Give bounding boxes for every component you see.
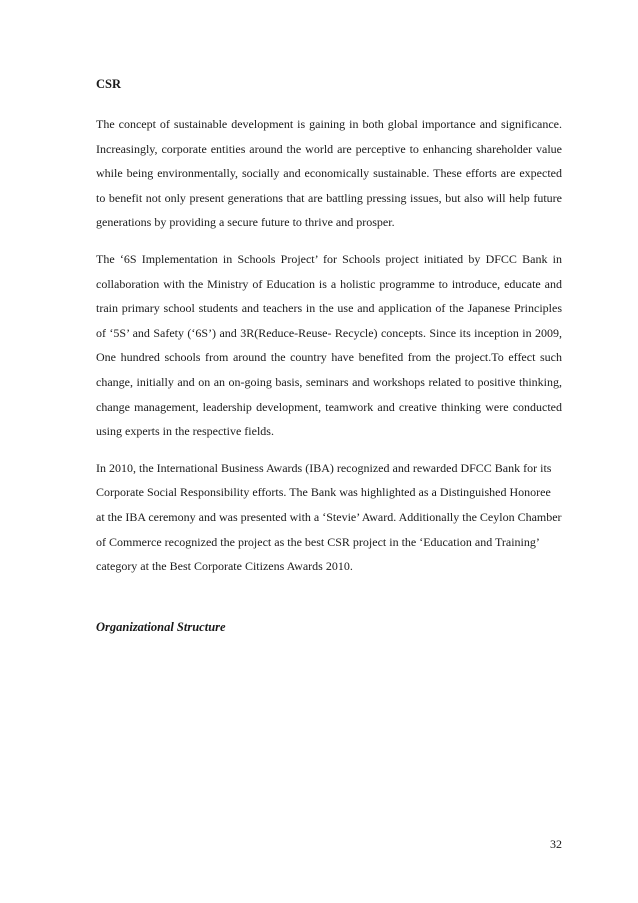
paragraph-sustainable-development: The concept of sustainable development is gaining in both global importance and significance. Increasingly, corporate entities around the world are perceptive to enhancing shareholder value while being environmentally, socially and economically sustainable. These efforts are expected to benefit not only present generations that are battling pressing issues, but also will help future generations by providing a secure future to thrive and prosper. [96,117,562,230]
paragraph-6s-project: The ‘6S Implementation in Schools Project’ for Schools project initiated by DFCC Bank in collaboration with the Ministry of Education is a holistic programme to introduce, educate and train primary school students and teachers in the use and application of the Japanese Principles of ‘5S’ and Safety (‘6S’) and 3R(Reduce-Reuse- Recycle) concepts. Since its inception in 2009, One hundred schools from around the country have benefited from the project.To effect such change, initially and on an on-going basis, seminars and workshops related to positive thinking, change management, leadership development, teamwork and creative thinking were conducted using experts in the respective fields. [96,251,562,439]
paragraph-iba-awards: In 2010, the International Business Awards (IBA) recognized and rewarded DFCC Bank for its Corporate Social Responsibility efforts. The Bank was highlighted as a Distinguished Honoree at the IBA ceremony and was presented with a ‘Stevie’ Award. Additionally the Ceylon Chamber of Commerce recognized the project as the best CSR project in the ‘Education and Training’ category at the Best Corporate Citizens Awards 2010. [96,460,562,574]
section-heading-organizational-structure: Organizational Structure [96,619,226,634]
page-content [96,76,562,635]
page-number: 32 [550,837,562,851]
section-heading-csr: CSR [96,77,122,91]
